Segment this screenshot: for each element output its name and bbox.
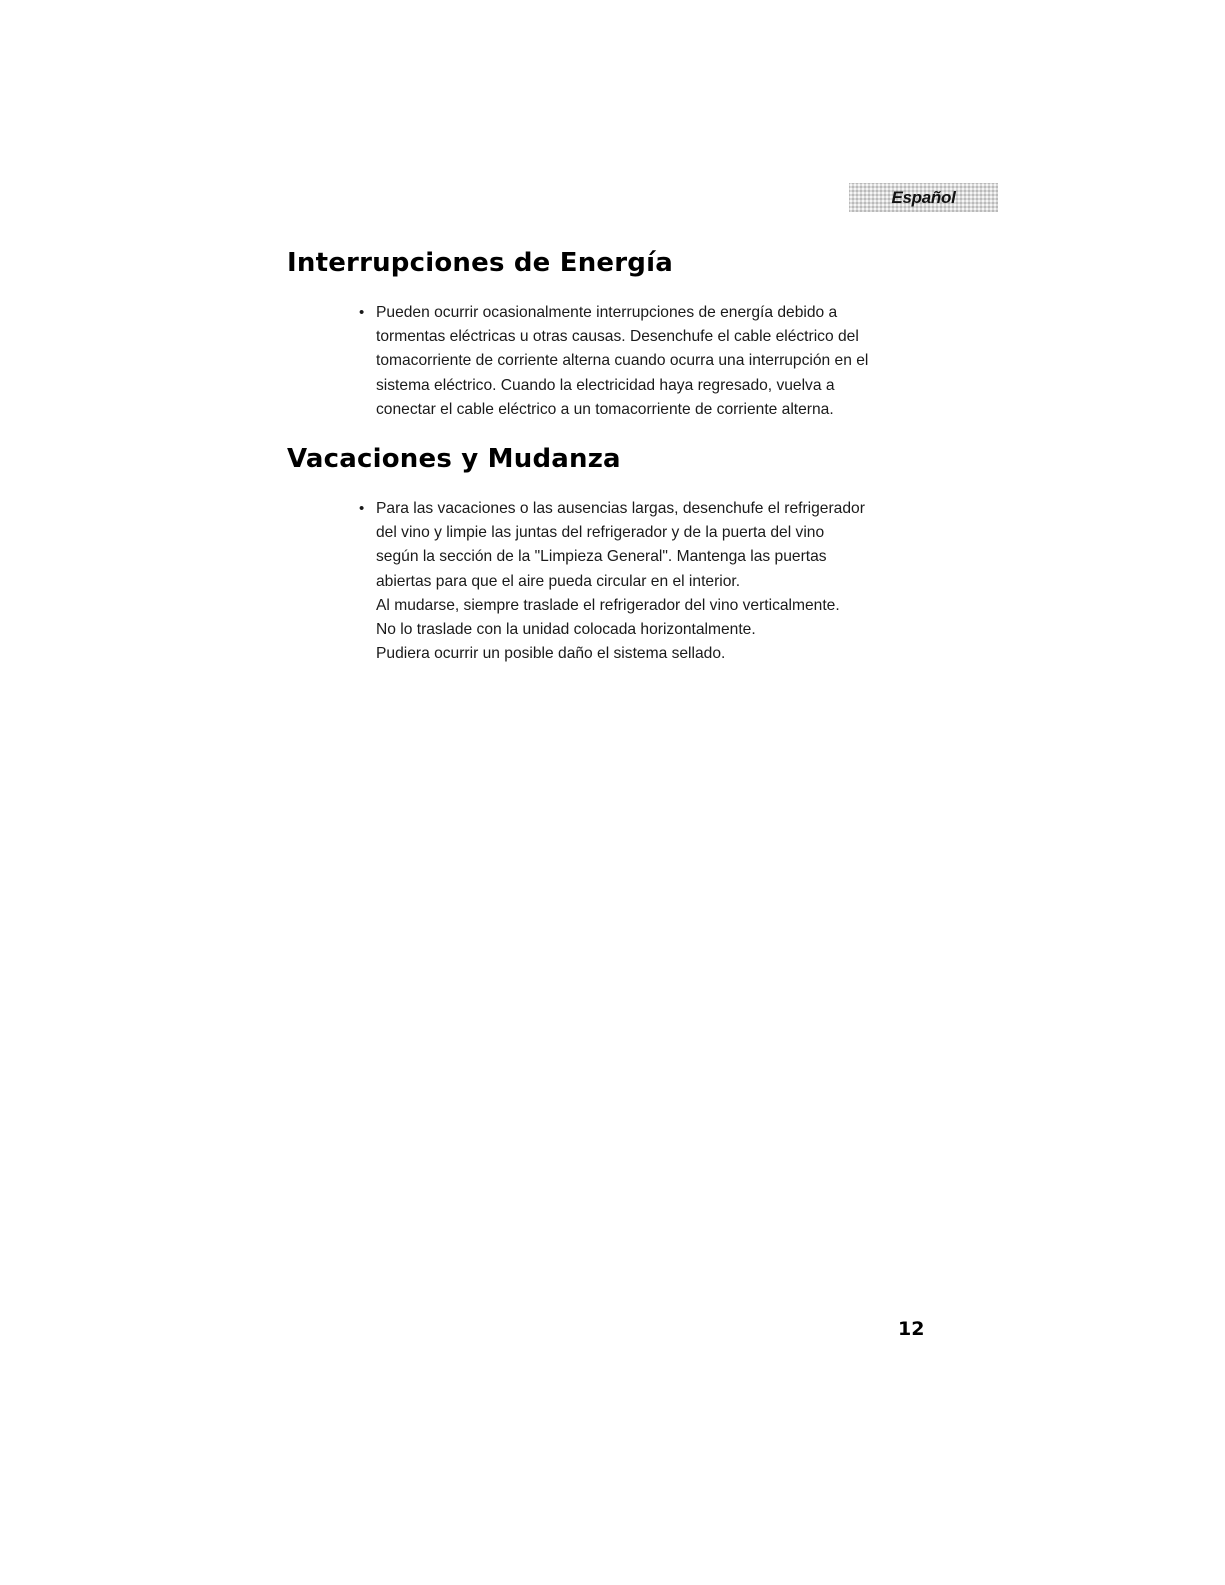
page-number: 12 bbox=[898, 1318, 925, 1340]
paragraph-line: Pueden ocurrir ocasionalmente interrupciones de energía debido a bbox=[376, 304, 838, 321]
language-tab bbox=[849, 183, 998, 212]
paragraph-line: sistema eléctrico. Cuando la electricidad haya regresado, vuelva a bbox=[376, 376, 835, 394]
bullet-icon: • bbox=[359, 500, 365, 517]
section-heading: Vacaciones y Mudanza bbox=[287, 444, 621, 474]
paragraph-line: Para las vacaciones o las ausencias largas, desenchufe el refrigerador bbox=[376, 500, 865, 517]
paragraph-line: No lo traslade con la unidad colocada horizontalmente. bbox=[376, 621, 756, 639]
bullet-icon: • bbox=[359, 304, 365, 321]
paragraph-line: del vino y limpie las juntas del refrigerador y de la puerta del vino bbox=[376, 524, 825, 542]
section-heading: Interrupciones de Energía bbox=[287, 248, 673, 278]
paragraph-line: tormentas eléctricas u otras causas. Desenchufe el cable eléctrico del bbox=[376, 328, 859, 346]
section-vacation-moving bbox=[287, 444, 947, 666]
section-power-outages bbox=[287, 248, 947, 422]
bullet-item bbox=[359, 497, 936, 666]
paragraph-line: tomacorriente de corriente alterna cuando ocurra una interrupción en el bbox=[376, 352, 869, 370]
paragraph-line: conectar el cable eléctrico a un tomacorriente de corriente alterna. bbox=[376, 400, 834, 418]
paragraph-line: abiertas para que el aire pueda circular en el interior. bbox=[376, 572, 741, 590]
language-tab-label: Español bbox=[891, 187, 956, 207]
bullet-item bbox=[359, 301, 936, 422]
paragraph-line: Al mudarse, siempre traslade el refrigerador del vino verticalmente. bbox=[376, 596, 840, 614]
paragraph-line: según la sección de la "Limpieza General". Mantenga las puertas bbox=[376, 548, 827, 566]
paragraph-line: Pudiera ocurrir un posible daño el sistema sellado. bbox=[376, 645, 726, 663]
